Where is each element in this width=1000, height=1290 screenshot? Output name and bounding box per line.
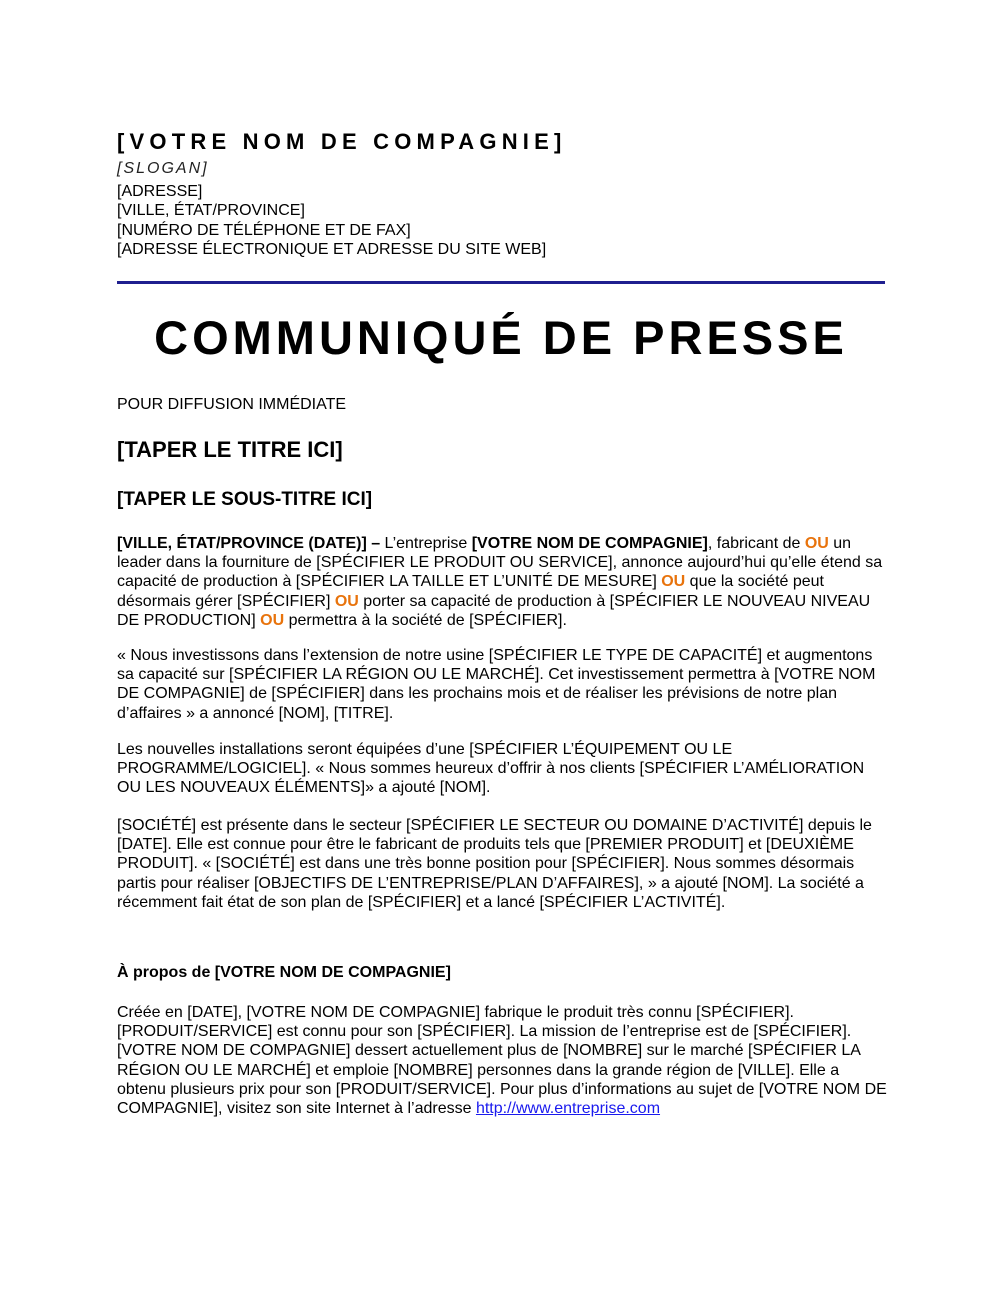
paragraph-intro xyxy=(117,534,887,630)
text: permettra à la société de [SPÉCIFIER]. xyxy=(284,611,567,629)
text: porter sa capacité de production à [SPÉCIFIER LE NOUVEAU NIVEAU DE PRODUCTION] xyxy=(117,592,871,629)
company-placeholder: [VOTRE NOM DE COMPAGNIE] xyxy=(471,535,708,552)
or-marker: OU xyxy=(661,573,686,591)
text: , fabricant de xyxy=(707,535,805,552)
email-web-line: [ADRESSE ÉLECTRONIQUE ET ADRESSE DU SITE WEB] xyxy=(117,240,547,258)
slogan: [SLOGAN] xyxy=(117,160,209,177)
about-paragraph xyxy=(117,1003,887,1118)
company-name: [VOTRE NOM DE COMPAGNIE] xyxy=(117,129,567,154)
text: L’entreprise xyxy=(380,535,472,552)
or-marker: OU xyxy=(260,611,285,629)
or-marker: OU xyxy=(804,535,829,552)
paragraph-equipment: Les nouvelles installations seront équipées d’une [SPÉCIFIER L’ÉQUIPEMENT OU LE PROGRAMME/LOGICIEL]. « Nous sommes heureux d’offrir à nos clients [SPÉCIFIER L’AMÉLIORATION OU LES NOUVEAUX ÉLÉMENTS]» a ajouté [NOM]. xyxy=(117,741,865,797)
dateline: [VILLE, ÉTAT/PROVINCE (DATE)] – xyxy=(117,535,381,552)
paragraph-company-history: [SOCIÉTÉ] est présente dans le secteur [SPÉCIFIER LE SECTEUR OU DOMAINE D’ACTIVITÉ] depuis le [DATE]. Elle est connue pour être le fabricant de produits tels que [PREMIER PRODUIT] et [DEUXIÈME PRODUIT]. « [SOCIÉTÉ] est dans une très bonne position pour [SPÉCIFIER]. Nous sommes désormais partis pour réaliser [OBJECTIFS DE L’ENTREPRISE/PLAN D’AFFAIRES], » a ajouté [NOM]. La société a récemment fait état de son plan de [SPÉCIFIER] et a lancé [SPÉCIFIER L’ACTIVITÉ]. xyxy=(117,817,872,911)
headline: [TAPER LE TITRE ICI] xyxy=(117,437,343,462)
city-state-line: [VILLE, ÉTAT/PROVINCE] xyxy=(117,202,305,220)
website-link[interactable]: http://www.entreprise.com xyxy=(475,1100,661,1118)
release-line: POUR DIFFUSION IMMÉDIATE xyxy=(117,396,347,413)
about-heading: À propos de [VOTRE NOM DE COMPAGNIE] xyxy=(117,964,451,981)
address-line: [ADRESSE] xyxy=(117,183,203,200)
header-divider xyxy=(117,281,885,284)
paragraph-quote: « Nous investissons dans l’extension de notre usine [SPÉCIFIER LE TYPE DE CAPACITÉ] et augmentons sa capacité sur [SPÉCIFIER LA RÉGION OU LE MARCHÉ]. Cet investissement permettra à [VOTRE NOM DE COMPAGNIE] de [SPÉCIFIER] dans les prochains mois et de réaliser les prévisions de notre plan d’affaires » a annoncé [NOM], [TITRE]. xyxy=(117,647,876,722)
or-marker: OU xyxy=(334,592,359,610)
text: un leader dans la fourniture de [SPÉCIFIER LE PRODUIT OU SERVICE], annonce aujourd’hui qu’elle étend sa capacité de production à [SPÉCIFIER LA TAILLE ET L’UNITÉ DE MESURE] xyxy=(117,535,883,591)
subheadline: [TAPER LE SOUS-TITRE ICI] xyxy=(117,489,373,510)
text: que la société peut désormais gérer [SPÉCIFIER] xyxy=(117,573,824,610)
document-title: COMMUNIQUÉ DE PRESSE xyxy=(154,311,848,364)
phone-fax-line: [NUMÉRO DE TÉLÉPHONE ET DE FAX] xyxy=(117,221,411,239)
address-block xyxy=(117,182,546,259)
about-text: Créée en [DATE], [VOTRE NOM DE COMPAGNIE] fabrique le produit très connu [SPÉCIFIER]. [PRODUIT/SERVICE] est connu pour son [SPÉCIFIER]. La mission de l’entreprise est de [SPÉCIFIER]. [VOTRE NOM DE COMPAGNIE] dessert actuellement plus de [NOMBRE] sur le marché [SPÉCIFIER LA RÉGION OU LE MARCHÉ] et emploie [NOMBRE] personnes dans la grande région de [VILLE]. Elle a obtenu plusieurs prix pour son [PRODUIT/SERVICE]. Pour plus d’informations au sujet de [VOTRE NOM DE COMPAGNIE], visitez son site Internet à l’adresse xyxy=(117,1004,887,1118)
